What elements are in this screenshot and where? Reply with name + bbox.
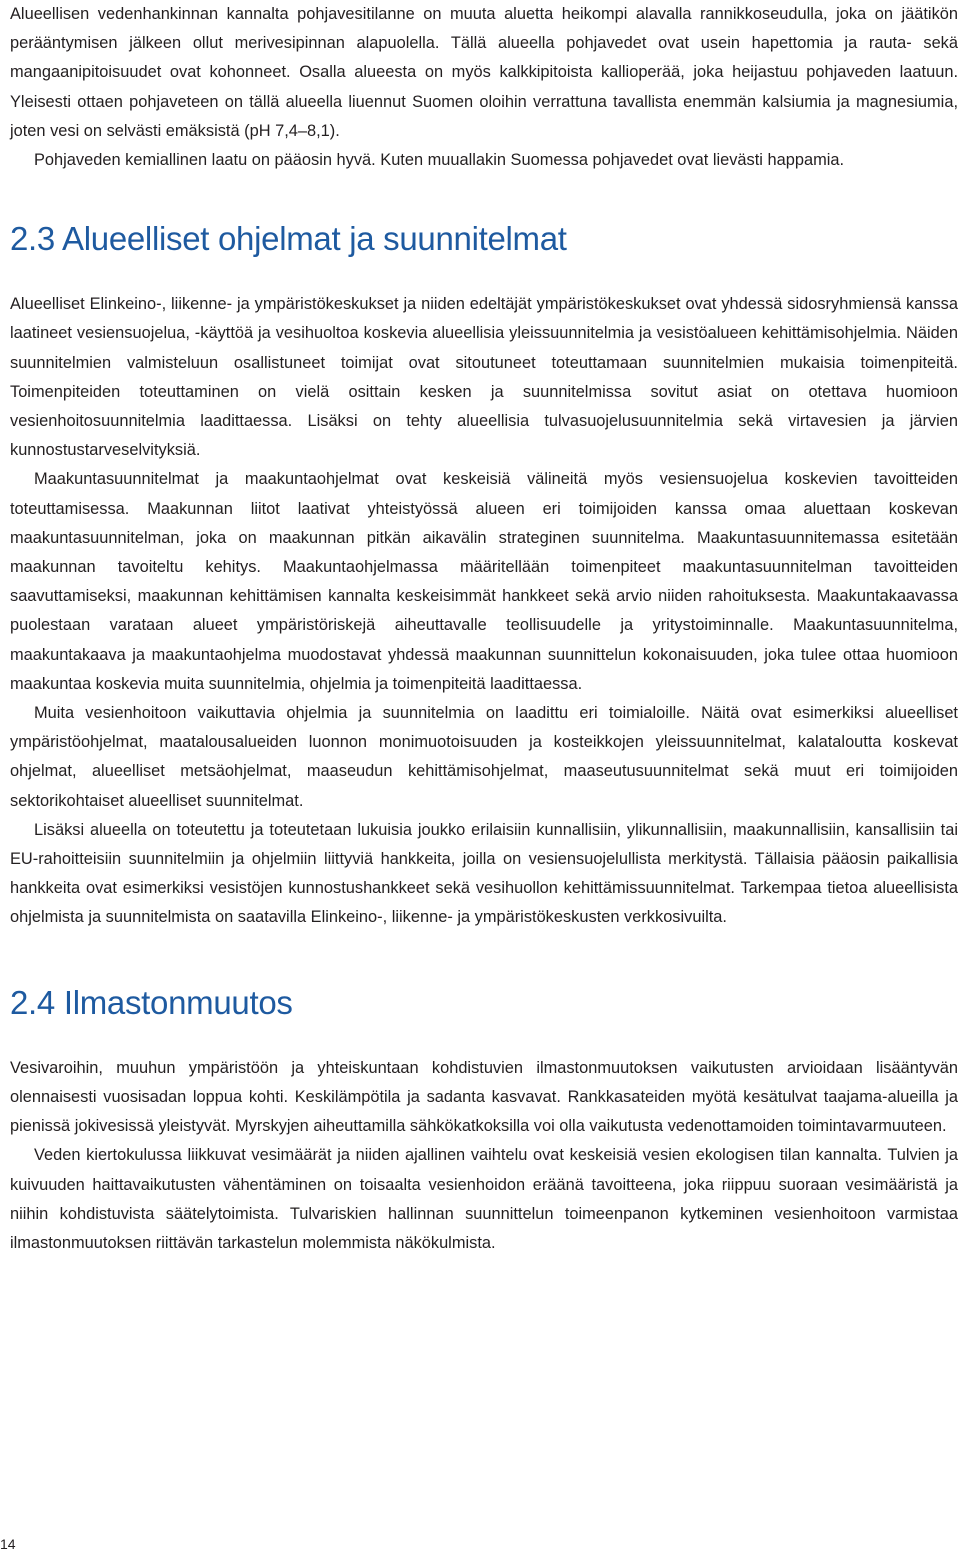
paragraph: Alueelliset Elinkeino-, liikenne- ja ympäristökeskukset ja niiden edeltäjät ympäristökeskukset ovat yhdessä sidosryhmiensä kanssa laatineet vesiensuojelua, -käyttöä ja vesihuoltoa koskevia alueellisia yleissuunnitelmia ja vesistöalueen kehittämisohjelmia. Näiden suunnitelmien valmisteluun osallistuneet toimijat ovat sitoutuneet toteuttamaan suunnitelmien mukaisia toimenpiteitä. Toimenpiteiden toteuttaminen on vielä osittain kesken ja suunnitelmissa sovitut asiat on otettava huomioon vesienhoitosuunnitelmia laadittaessa. Lisäksi on tehty alueellisia tulvasuojelusuunnitelmia sekä virtavesien ja järvien kunnostustarveselvityksiä. xyxy=(10,295,958,460)
paragraph: Pohjaveden kemiallinen laatu on pääosin hyvä. Kuten muuallakin Suomessa pohjavedet ovat lievästi happamia. xyxy=(34,151,845,170)
intro-section xyxy=(10,0,958,175)
paragraph: Maakuntasuunnitelmat ja maakuntaohjelmat ovat keskeisiä välineitä myös vesiensuojelua koskevien tavoitteiden toteuttamisessa. Maakunnan liitot laativat yhteistyössä alueen eri toimijoiden kanssa omaa aluettaan koskevan maakuntasuunnitelman, joka on maakunnan pitkän aikavälin strateginen suunnitelma. Maakuntasuunnitemassa esitetään maakunnan tavoiteltu kehitys. Maakuntaohjelmassa määritellään toimenpiteet maakuntasuunnitelman tavoitteiden saavuttamiseksi, maakunnan kehittämisen kannalta keskeisimmät hankkeet sekä arvio niiden rahoituksesta. Maakuntakaavassa puolestaan varataan alueet ympäristöriskejä aiheuttavalle teollisuudelle ja yritystoiminnalle. Maakuntasuunnitelma, maakuntakaava ja maakuntaohjelma muodostavat yhdessä maakunnan suunnittelun kokonaisuuden, joka tulee ottaa huomioon maakuntaa koskevia muita suunnitelmia, ohjelmia ja toimenpiteitä laadittaessa. xyxy=(10,470,958,693)
section-heading: 2.3 Alueelliset ohjelmat ja suunnitelmat xyxy=(10,220,567,258)
section-body xyxy=(10,1054,958,1258)
paragraph: Veden kiertokulussa liikkuvat vesimäärät ja niiden ajallinen vaihtelu ovat keskeisiä vesien ekologisen tilan kannalta. Tulvien ja kuivuuden haittavaikutusten vähentäminen on toisaalta vesienhoidon eräänä tavoitteena, joka riippuu suoraan vesimääristä ja niihin kohdistuvista säätelytoimista. Tulvariskien hallinnan suunnittelun toimeenpanon kytkeminen vesienhoitoon varmistaa ilmastonmuutoksen riittävän tarkastelun molemmista näkökulmista. xyxy=(10,1146,958,1252)
paragraph: Muita vesienhoitoon vaikuttavia ohjelmia ja suunnitelmia on laadittu eri toimialoille. Näitä ovat esimerkiksi alueelliset ympäristöohjelmat, maatalousalueiden luonnon monimuotoisuuden ja kosteikkojen yleissuunnitelmat, kalataloutta koskevat ohjelmat, alueelliset metsäohjelmat, maaseudun kehittämisohjelmat, maaseutusuunnitelmat sekä muut eri toimijoiden sektorikohtaiset alueelliset suunnitelmat. xyxy=(10,704,958,810)
paragraph: Lisäksi alueella on toteutettu ja toteutetaan lukuisia joukko erilaisiin kunnallisiin, ylikunnallisiin, maakunnallisiin, kansallisiin tai EU-rahoitteisiin suunnitelmiin ja ohjelmiin liittyviä hankkeita, joilla on vesiensuojelullista merkitystä. Tällaisia pääosin paikallisia hankkeita ovat esimerkiksi vesistöjen kunnostushankkeet sekä vesihuollon kehittämissuunnitelmat. Tarkempaa tietoa alueellisista ohjelmista ja suunnitelmista on saatavilla Elinkeino-, liikenne- ja ympäristökeskusten verkkosivuilta. xyxy=(10,820,958,927)
document-page xyxy=(10,0,958,1258)
paragraph: Alueellisen vedenhankinnan kannalta pohjavesitilanne on muuta aluetta heikompi alavalla rannikkoseudulla, joka on jäätikön perääntymisen jälkeen ollut merivesipinnan alapuolella. Tällä alueella pohjavedet ovat usein hapettomia ja rauta- sekä mangaanipitoisuudet ovat kohonneet. Osalla alueesta on myös kalkkipitoista kallioperää, joka heijastuu pohjaveden laatuun. Yleisesti ottaen pohjaveteen on tällä alueella liuennut Suomen oloihin verrattuna tavallista enemmän kalsiumia ja magnesiumia, joten vesi on selvästi emäksistä (pH 7,4–8,1). xyxy=(10,5,958,140)
section-heading: 2.4 Ilmastonmuutos xyxy=(10,983,293,1021)
page-number: 14 xyxy=(0,1536,16,1552)
paragraph: Vesivaroihin, muuhun ympäristöön ja yhteiskuntaan kohdistuvien ilmastonmuutoksen vaikutusten arvioidaan lisääntyvän olennaisesti vuosisadan loppua kohti. Keskilämpötila ja sadanta kasvavat. Rankkasateiden myötä kesätulvat taajama-alueilla ja pienissä jokivesissä yleistyvät. Myrskyjen aiheuttamilla sähkökatkoksilla voi olla vaikutusta vedenottamoiden toimintavarmuuteen. xyxy=(10,1058,958,1136)
section-body xyxy=(10,290,958,932)
